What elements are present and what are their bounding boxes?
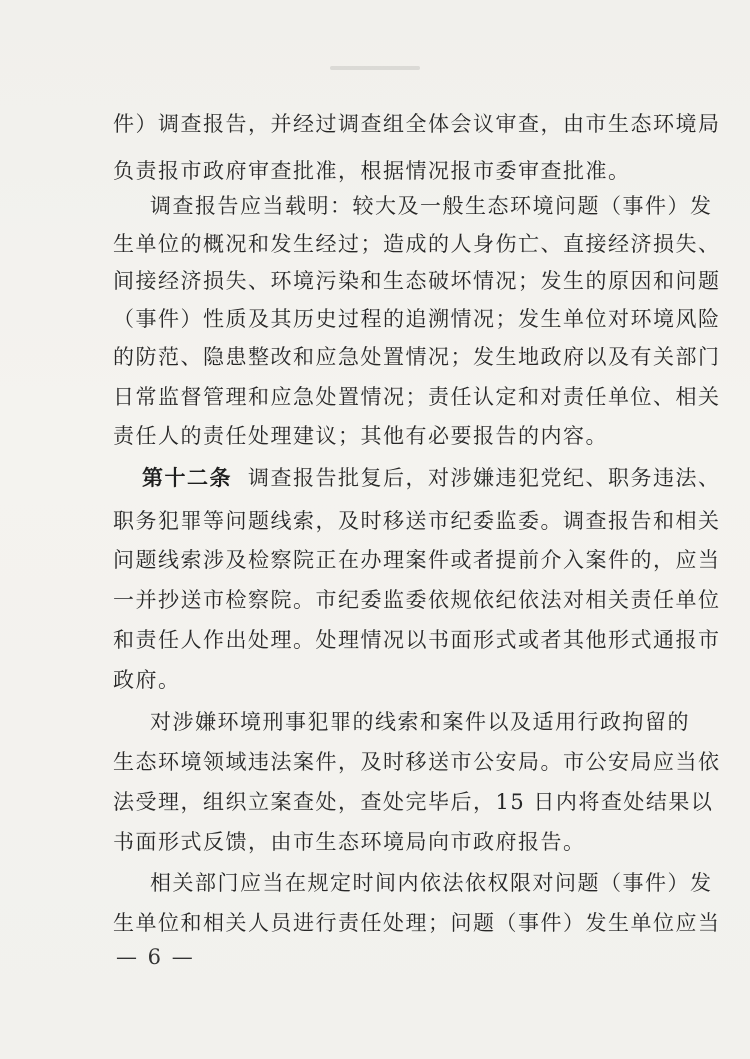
text-line: 生单位和相关人员进行责任处理；问题（事件）发生单位应当 bbox=[113, 911, 721, 935]
text-line: 责任人的责任处理建议；其他有必要报告的内容。 bbox=[113, 424, 608, 448]
text-line: 负责报市政府审查批准，根据情况报市委审查批准。 bbox=[113, 159, 631, 183]
text-line: 调查报告批复后，对涉嫌违犯党纪、职务违法、 bbox=[248, 466, 721, 490]
text-line: 一并抄送市检察院。市纪委监委依规依纪依法对相关责任单位 bbox=[113, 588, 721, 612]
text-line: 法受理，组织立案查处，查处完毕后，15 日内将查处结果以 bbox=[113, 790, 714, 814]
text-line: 日常监督管理和应急处置情况；责任认定和对责任单位、相关 bbox=[113, 385, 721, 409]
text-line: 件）调查报告，并经过调查组全体会议审查，由市生态环境局 bbox=[113, 112, 721, 136]
scan-mark bbox=[330, 66, 420, 70]
page-number: — 6 — bbox=[116, 945, 195, 969]
text-line: 间接经济损失、环境污染和生态破坏情况；发生的原因和问题 bbox=[113, 269, 721, 293]
text-line: 调查报告应当载明：较大及一般生态环境问题（事件）发 bbox=[150, 194, 713, 218]
text-line: 对涉嫌环境刑事犯罪的线索和案件以及适用行政拘留的 bbox=[150, 710, 690, 734]
text-line: 政府。 bbox=[113, 668, 181, 692]
article-heading: 第十二条 bbox=[142, 466, 232, 490]
text-line: （事件）性质及其历史过程的追溯情况；发生单位对环境风险 bbox=[113, 307, 721, 331]
text-line: 和责任人作出处理。处理情况以书面形式或者其他形式通报市 bbox=[113, 628, 721, 652]
text-line: 生单位的概况和发生经过；造成的人身伤亡、直接经济损失、 bbox=[113, 232, 721, 256]
text-line: 生态环境领域违法案件，及时移送市公安局。市公安局应当依 bbox=[113, 750, 721, 774]
text-line: 的防范、隐患整改和应急处置情况；发生地政府以及有关部门 bbox=[113, 345, 721, 369]
text-line: 相关部门应当在规定时间内依法依权限对问题（事件）发 bbox=[150, 871, 713, 895]
text-line: 问题线索涉及检察院正在办理案件或者提前介入案件的，应当 bbox=[113, 548, 721, 572]
article-paragraph bbox=[142, 468, 721, 489]
text-line: 职务犯罪等问题线索，及时移送市纪委监委。调查报告和相关 bbox=[113, 509, 721, 533]
text-line: 书面形式反馈，由市生态环境局向市政府报告。 bbox=[113, 830, 586, 854]
